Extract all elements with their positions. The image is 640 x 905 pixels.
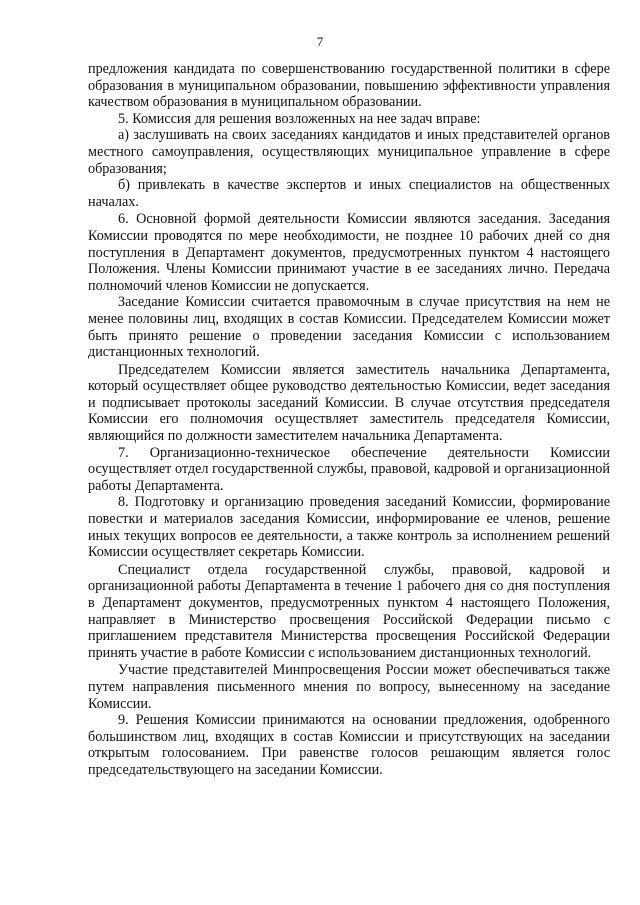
paragraph-participation: Участие представителей Минпросвещения России может обеспечиваться также путем направления письменного мнения по вопросу, вынесенному на заседание Комиссии. <box>88 662 610 712</box>
document-body <box>88 61 610 779</box>
paragraph-continuation: предложения кандидата по совершенствованию государственной политики в сфере образования в муниципальном образовании, повышению эффективности управления качеством образования в муниципальном образовании. <box>88 61 610 111</box>
paragraph-item-9: 9. Решения Комиссии принимаются на основании предложения, одобренного большинством лиц, входящих в состав Комиссии и присутствующих на заседании открытым голосованием. При равенстве голосов решающим является голос председательствующего на заседании Комиссии. <box>88 712 610 778</box>
paragraph-item-5b: б) привлекать в качестве экспертов и иных специалистов на общественных началах. <box>88 177 610 210</box>
paragraph-specialist: Специалист отдела государственной службы, правовой, кадровой и организационной работы Департамента в течение 1 рабочего дня со дня поступления в Департамент документов, предусмотренных пунктом 4 настоящего Положения, направляет в Министерство просвещения Российской Федерации письмо с приглашением представителя Министерства просвещения Российской Федерации принять участие в работе Комиссии с использованием дистанционных технологий. <box>88 561 610 661</box>
paragraph-item-7: 7. Организационно-техническое обеспечение деятельности Комиссии осуществляет отдел государственной службы, правовой, кадровой и организационной работы Департамента. <box>88 444 610 494</box>
paragraph-item-5a: а) заслушивать на своих заседаниях кандидатов и иных представителей органов местного самоуправления, осуществляющих муниципальное управление в сфере образования; <box>88 127 610 177</box>
paragraph-item-6: 6. Основной формой деятельности Комиссии являются заседания. Заседания Комиссии проводятся по мере необходимости, не позднее 10 рабочих дней со дня поступления в Департамент документов, предусмотренных пунктом 4 настоящего Положения. Члены Комиссии принимают участие в ее заседаниях лично. Передача полномочий членов Комиссии не допускается. <box>88 211 610 294</box>
paragraph-item-5: 5. Комиссия для решения возложенных на нее задач вправе: <box>118 110 481 127</box>
paragraph-quorum: Заседание Комиссии считается правомочным в случае присутствия на нем не менее половины лиц, входящих в состав Комиссии. Председателем Комиссии может быть принято решение о проведении заседания Комиссии с использованием дистанционных технологий. <box>88 294 610 361</box>
page-number: 7 <box>316 34 324 49</box>
paragraph-item-8: 8. Подготовку и организацию проведения заседаний Комиссии, формирование повестки и материалов заседания Комиссии, информирование ее членов, решение иных текущих вопросов ее деятельности, а также контроль за исполнением решений Комиссии осуществляет секретарь Комиссии. <box>88 494 610 561</box>
paragraph-chairman: Председателем Комиссии является заместитель начальника Департамента, который осуществляет общее руководство деятельностью Комиссии, ведет заседания и подписывает протоколы заседаний Комиссии. В случае отсутствия председателя Комиссии его полномочия осуществляет заместитель председателя Комиссии, являющийся по должности заместителем начальника Департамента. <box>88 361 610 445</box>
